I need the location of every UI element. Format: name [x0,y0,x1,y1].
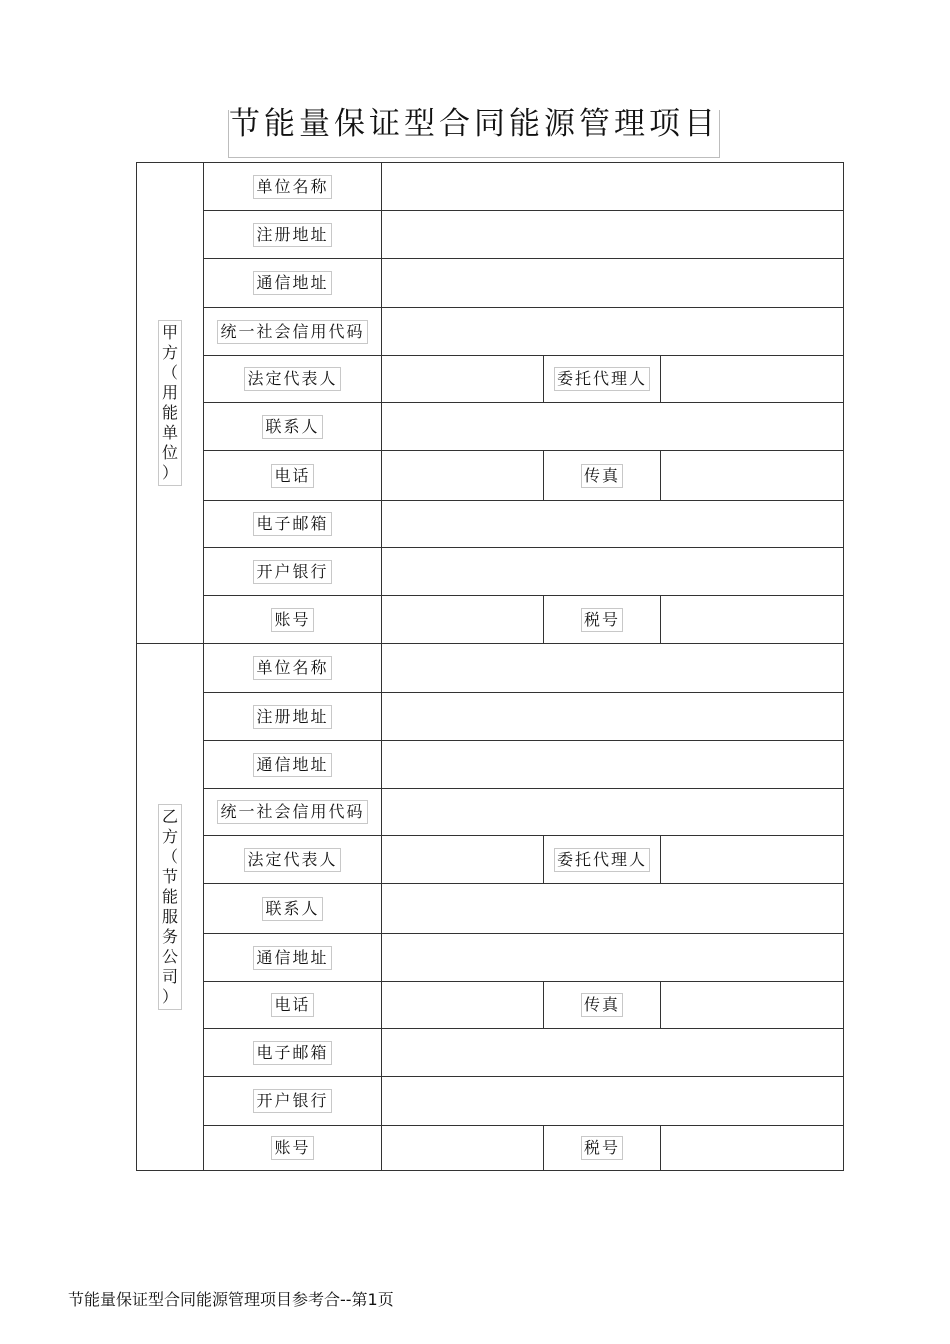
party-b-phone-label: 电话 [271,993,313,1017]
table-row [137,741,844,789]
table-row [137,1077,844,1126]
table-row [137,403,844,451]
party-a-contact-field[interactable] [382,403,844,451]
party-a-mailing-address-field[interactable] [382,259,844,308]
party-b-contact-field[interactable] [382,884,844,934]
party-a-contact-label: 联系人 [262,415,322,439]
party-a-credit-code-label: 统一社会信用代码 [217,320,367,344]
table-row [137,934,844,982]
party-a-tax-id-label: 税号 [581,608,623,632]
contract-party-table [136,162,844,1171]
page-footer: 节能量保证型合同能源管理项目参考合--第1页 [68,1290,394,1309]
party-a-bank-field[interactable] [382,548,844,596]
party-a-registered-address-label: 注册地址 [253,223,331,247]
party-a-credit-code-field[interactable] [382,308,844,356]
party-b-mailing-address-label: 通信地址 [253,753,331,777]
table-row [137,1126,844,1171]
table-row [137,501,844,548]
party-b-unit-name-label: 单位名称 [253,656,331,680]
party-a-bank-label: 开户银行 [253,560,331,584]
party-b-fax-label: 传真 [581,993,623,1017]
party-a-phone-label: 电话 [271,464,313,488]
table-row [137,451,844,501]
party-a-fax-field[interactable] [661,451,844,501]
party-b-mailing-address-2-field[interactable] [382,934,844,982]
document-title: 节能量保证型合同能源管理项目 [229,106,719,142]
party-b-account-label: 账号 [271,1136,313,1160]
table-row [137,982,844,1029]
party-a-header: 甲 方 （ 用 能 单 位 ） [158,320,182,486]
table-row [137,1029,844,1077]
party-a-agent-field[interactable] [661,356,844,403]
party-b-email-field[interactable] [382,1029,844,1077]
table-row [137,308,844,356]
table-row [137,259,844,308]
party-b-registered-address-field[interactable] [382,693,844,741]
party-b-unit-name-field[interactable] [382,644,844,693]
table-row [137,693,844,741]
party-b-credit-code-label: 统一社会信用代码 [217,800,367,824]
party-a-tax-id-field[interactable] [661,596,844,644]
party-b-tax-id-field[interactable] [661,1126,844,1171]
table-row [137,644,844,693]
party-a-unit-name-field[interactable] [382,163,844,211]
table-row [137,163,844,211]
table-row [137,789,844,836]
party-b-registered-address-label: 注册地址 [253,705,331,729]
table-row [137,596,844,644]
party-a-fax-label: 传真 [581,464,623,488]
table-row [137,548,844,596]
party-b-header-cell [137,644,204,1171]
party-b-legal-rep-label: 法定代表人 [244,848,340,872]
table-row [137,356,844,403]
party-b-mailing-address-field[interactable] [382,741,844,789]
party-a-email-field[interactable] [382,501,844,548]
party-a-legal-rep-label: 法定代表人 [244,367,340,391]
party-a-registered-address-field[interactable] [382,211,844,259]
party-a-legal-rep-field[interactable] [382,356,544,403]
party-b-fax-field[interactable] [661,982,844,1029]
party-b-contact-label: 联系人 [262,897,322,921]
party-a-header-cell [137,163,204,644]
party-b-email-label: 电子邮箱 [253,1041,331,1065]
party-a-email-label: 电子邮箱 [253,512,331,536]
party-b-mailing-address-2-label: 通信地址 [253,946,331,970]
party-b-credit-code-field[interactable] [382,789,844,836]
party-a-account-label: 账号 [271,608,313,632]
party-b-tax-id-label: 税号 [581,1136,623,1160]
party-b-bank-label: 开户银行 [253,1089,331,1113]
party-b-account-field[interactable] [382,1126,544,1171]
party-b-agent-field[interactable] [661,836,844,884]
table-row [137,884,844,934]
party-b-phone-field[interactable] [382,982,544,1029]
party-b-header: 乙 方 （ 节 能 服 务 公 司 ） [158,804,182,1010]
party-b-agent-label: 委托代理人 [554,848,650,872]
table-row [137,836,844,884]
table-row [137,211,844,259]
party-a-phone-field[interactable] [382,451,544,501]
party-a-unit-name-label: 单位名称 [253,175,331,199]
party-a-account-field[interactable] [382,596,544,644]
party-a-agent-label: 委托代理人 [554,367,650,391]
party-a-mailing-address-label: 通信地址 [253,271,331,295]
party-b-legal-rep-field[interactable] [382,836,544,884]
party-b-bank-field[interactable] [382,1077,844,1126]
